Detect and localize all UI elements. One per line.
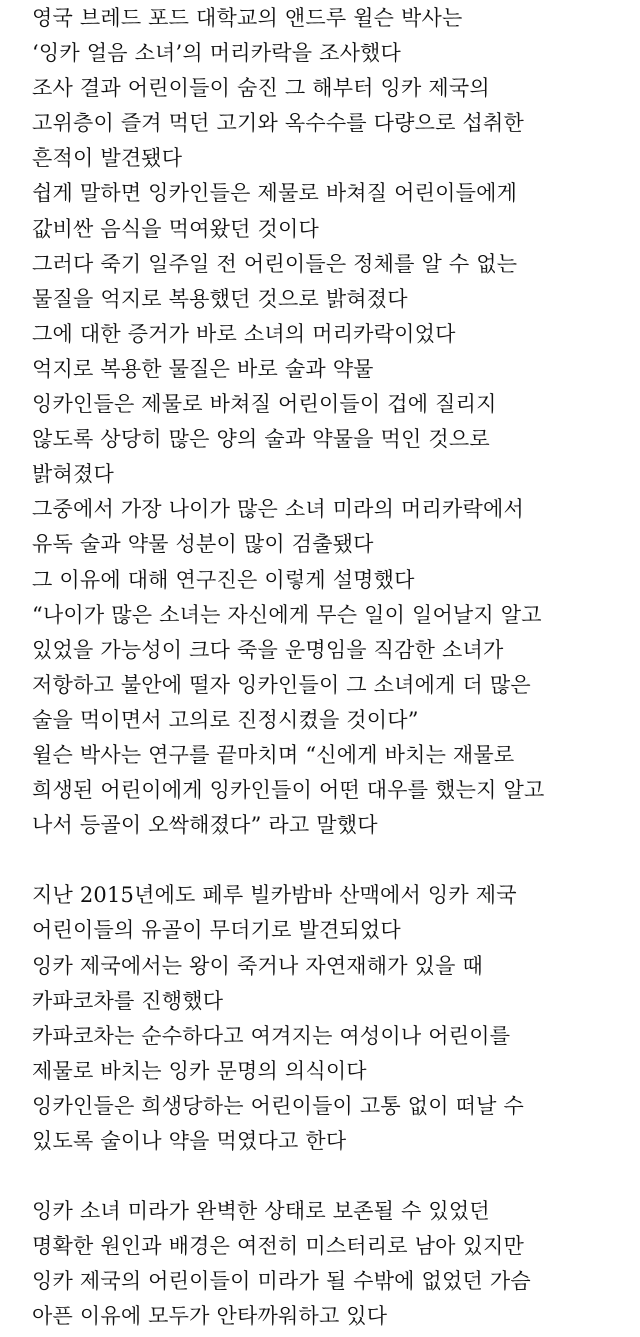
- text-line: 나서 등골이 오싹해졌다” 라고 말했다: [32, 813, 378, 838]
- text-line: 있도록 술이나 약을 먹였다고 한다: [32, 1129, 347, 1153]
- text-line: 억지로 복용한 물질은 바로 술과 약물: [32, 356, 374, 381]
- text-line: “나이가 많은 소녀는 자신에게 무슨 일이 일어날지 알고: [32, 602, 542, 627]
- text-line: 잉카인들은 희생당하는 어린이들이 고통 없이 떠날 수: [32, 1093, 524, 1118]
- text-line: 유독 술과 약물 성분이 많이 검출됐다: [32, 532, 374, 557]
- paragraph-spacer: [32, 843, 632, 878]
- text-line: 그러다 죽기 일주일 전 어린이들은 정체를 알 수 없는: [32, 251, 518, 276]
- text-line: 영국 브레드 포드 대학교의 앤드루 윌슨 박사는: [32, 6, 463, 30]
- text-line: 잉카 제국의 어린이들이 미라가 될 수밖에 없었던 가슴: [32, 1269, 531, 1294]
- text-line: 카파코차는 순수하다고 여겨지는 여성이나 어린이를: [32, 1023, 511, 1048]
- text-line: 잉카 제국에서는 왕이 죽거나 자연재해가 있을 때: [32, 953, 483, 978]
- text-line: 물질을 억지로 복용했던 것으로 밝혀졌다: [32, 286, 408, 311]
- text-line: 그에 대한 증거가 바로 소녀의 머리카락이었다: [32, 321, 456, 346]
- text-line: 제물로 바치는 잉카 문명의 의식이다: [32, 1058, 367, 1083]
- text-line: 그중에서 가장 나이가 많은 소녀 미라의 머리카락에서: [32, 497, 524, 522]
- text-line: 그 이유에 대해 연구진은 이렇게 설명했다: [32, 567, 415, 592]
- text-line: 희생된 어린이에게 잉카인들이 어떤 대우를 했는지 알고: [32, 778, 545, 803]
- text-line: 쉽게 말하면 잉카인들은 제물로 바쳐질 어린이들에게: [32, 181, 518, 206]
- text-line: 않도록 상당히 많은 양의 술과 약물을 먹인 것으로: [32, 427, 490, 452]
- text-line: 밝혀졌다: [32, 462, 114, 487]
- text-line: 어린이들의 유골이 무더기로 발견되었다: [32, 918, 401, 943]
- text-line: 지난 2015년에도 페루 빌카밤바 산맥에서 잉카 제국: [32, 883, 517, 908]
- text-line: 고위층이 즐겨 먹던 고기와 옥수수를 다량으로 섭취한: [32, 111, 524, 136]
- paragraph-2: [32, 878, 632, 1159]
- text-line: 있었을 가능성이 크다 죽을 운명임을 직감한 소녀가: [32, 637, 504, 662]
- text-line: 명확한 원인과 배경은 여전히 미스터리로 남아 있지만: [32, 1234, 524, 1259]
- paragraph-3: [32, 1194, 632, 1334]
- text-line: 흔적이 발견됐다: [32, 146, 183, 171]
- text-line: 잉카 소녀 미라가 완벽한 상태로 보존될 수 있었던: [32, 1199, 490, 1224]
- text-line: 값비싼 음식을 먹여왔던 것이다: [32, 216, 319, 241]
- paragraph-spacer: [32, 1159, 632, 1194]
- text-line: 저항하고 불안에 떨자 잉카인들이 그 소녀에게 더 많은: [32, 672, 531, 697]
- paragraph-1: [32, 1, 632, 843]
- text-line: 잉카인들은 제물로 바쳐질 어린이들이 겁에 질리지: [32, 392, 497, 417]
- article-body: [32, 0, 632, 1335]
- text-line: 아픈 이유에 모두가 안타까워하고 있다: [32, 1304, 388, 1329]
- text-line: 조사 결과 어린이들이 숨진 그 해부터 잉카 제국의: [32, 76, 490, 101]
- text-line: 윌슨 박사는 연구를 끝마치며 “신에게 바치는 재물로: [32, 742, 515, 767]
- text-line: 술을 먹이면서 고의로 진정시켰을 것이다”: [32, 707, 419, 732]
- text-line: ‘잉카 얼음 소녀’의 머리카락을 조사했다: [32, 41, 402, 66]
- text-line: 카파코차를 진행했다: [32, 988, 224, 1013]
